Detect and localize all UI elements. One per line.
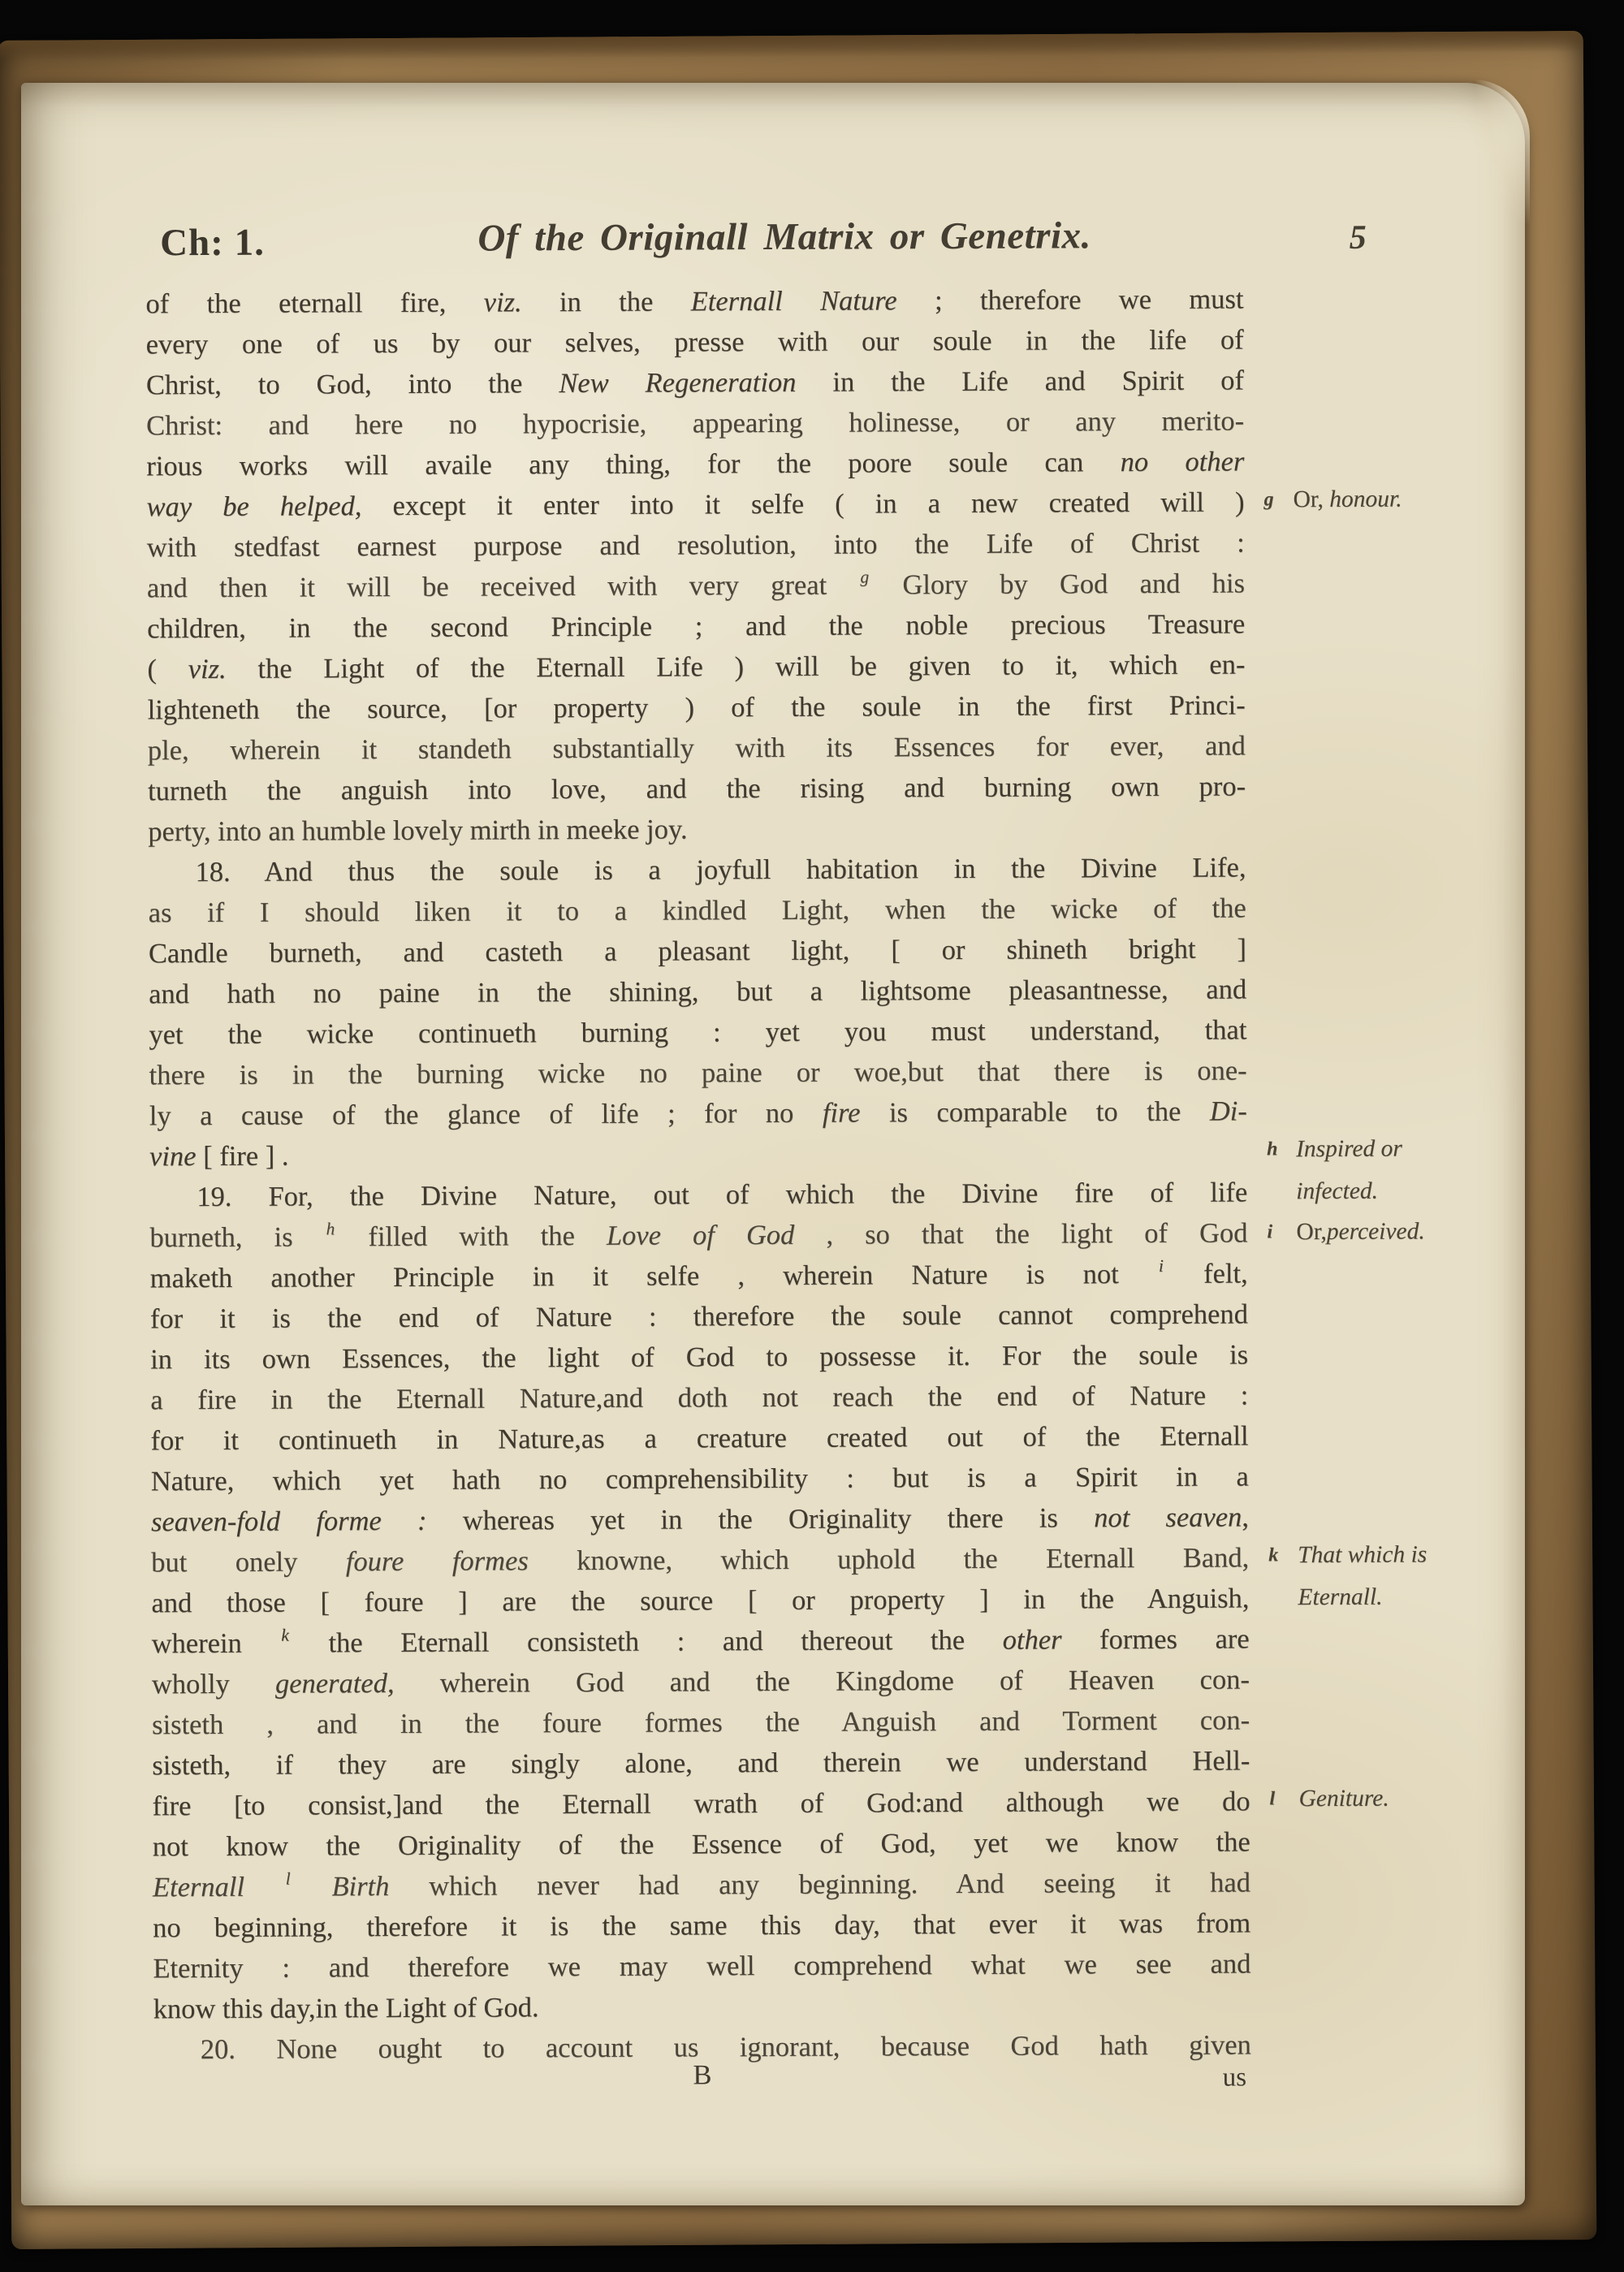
text-line: Eternity : and therefore we may well comprehend what we see and bbox=[153, 1948, 1251, 1985]
text-line: a fire in the Eternall Nature,and doth not reach the end of Nature : bbox=[150, 1380, 1249, 1416]
text-line: not know the Originality of the Essence of God, yet we know the bbox=[152, 1826, 1250, 1863]
text-line: way be helped, except it enter into it selfe ( in a new created will ) bbox=[146, 486, 1245, 523]
text-line: perty, into an humble lovely mirth in meeke joy. bbox=[148, 814, 688, 848]
text-line: Christ: and here no hypocrisie, appearing holinesse, or any merito- bbox=[146, 405, 1245, 442]
signature-row bbox=[153, 2052, 1251, 2097]
text-line: wherein $^k$ the Eternall consisteth : and thereout the other formes are bbox=[151, 1623, 1250, 1660]
note-text: Or, honour. bbox=[1293, 486, 1402, 513]
text-line: no beginning, therefore it is the same this day, that ever it was from bbox=[153, 1907, 1251, 1944]
note-ref-letter: g bbox=[1263, 489, 1274, 511]
text-line: fire [to consist,]and the Eternall wrath of God:and although we do bbox=[152, 1786, 1250, 1822]
text-line: as if I should liken it to a kindled Light, when the wicke of the bbox=[148, 892, 1246, 929]
text-line: for it continueth in Nature,as a creature created out of the Eternall bbox=[150, 1420, 1249, 1457]
body-text bbox=[145, 279, 1251, 2070]
text-line: and then it will be received with very great $^g$ Glory by God and his bbox=[146, 566, 1246, 604]
text-line: sisteth , and in the foure formes the Anguish and Torment con- bbox=[152, 1704, 1250, 1741]
margin-note bbox=[1268, 1533, 1561, 1619]
book-page bbox=[21, 83, 1525, 2205]
note-ref-letter: i bbox=[1267, 1221, 1273, 1243]
note-text: Or,perceived. bbox=[1296, 1218, 1425, 1246]
chapter-label: Ch: 1. bbox=[160, 221, 265, 265]
text-line: Nature, which yet hath no comprehensibility : but is a Spirit in a bbox=[150, 1461, 1249, 1497]
text-line: maketh another Principle in it selfe , wherein Nature is not $^i$ felt, bbox=[149, 1255, 1248, 1294]
note-ref-letter: k bbox=[1268, 1544, 1279, 1566]
text-line: rious works will availe any thing, for the poore soule can no other bbox=[146, 446, 1245, 482]
text-line: but onely foure formes knowne, which uphold the Eternall Band, bbox=[151, 1542, 1250, 1579]
text-line: know this day,in the Light of God. bbox=[153, 1992, 539, 2025]
margin-note bbox=[1267, 1127, 1559, 1213]
note-ref-letter: l bbox=[1269, 1788, 1276, 1810]
text-line: Christ, to God, into the New Regeneration in the Life and Spirit of bbox=[145, 365, 1244, 401]
text-line: children, in the second Principle ; and the noble precious Treasure bbox=[147, 608, 1246, 645]
running-title: Of the Originall Matrix or Genetrix. bbox=[477, 214, 1091, 260]
text-line: ly a cause of the glance of life ; for no fire is comparable to the Di- bbox=[149, 1095, 1247, 1132]
text-line: turneth the anguish into love, and the rising and burning own pro- bbox=[148, 771, 1246, 807]
text-line: ple, wherein it standeth substantially with its Essences for ever, and bbox=[147, 730, 1246, 767]
text-line: yet the wicke continueth burning : yet you must understand, that bbox=[149, 1014, 1247, 1051]
note-text: Geniture. bbox=[1298, 1785, 1389, 1812]
note-text: That which is Eternall. bbox=[1298, 1541, 1427, 1611]
margin-note bbox=[1263, 477, 1556, 521]
page-content bbox=[16, 80, 1529, 2209]
note-text: Inspired or infected. bbox=[1295, 1135, 1402, 1205]
text-line: Eternall $^l$ Birth which never had any beginning. And seeing it had bbox=[152, 1867, 1251, 1903]
note-ref-letter: h bbox=[1266, 1138, 1278, 1160]
text-line: there is in the burning wicke no paine or woe,but that there is one- bbox=[149, 1055, 1247, 1091]
margin-note bbox=[1269, 1777, 1561, 1821]
catchword: us bbox=[1222, 2063, 1247, 2093]
text-line: lighteneth the source, [or property ) of the soule in the first Princi- bbox=[147, 689, 1246, 726]
text-line: Candle burneth, and casteth a pleasant light, [ or shineth bright ] bbox=[148, 933, 1247, 970]
signature-mark: B bbox=[693, 2059, 712, 2091]
text-line: sisteth, if they are singly alone, and therein we understand Hell- bbox=[152, 1745, 1250, 1782]
margin-note bbox=[1267, 1210, 1559, 1254]
text-line: and those [ foure ] are the source [ or property ] in the Anguish, bbox=[151, 1583, 1250, 1619]
text-line: for it is the end of Nature : therefore the soule cannot comprehend bbox=[149, 1298, 1249, 1335]
text-line: every one of us by our selves, presse with our soule in the life of bbox=[145, 324, 1244, 361]
text-line: in its own Essences, the light of God to possesse it. For the soule is bbox=[150, 1339, 1249, 1376]
text-line: ( viz. the Light of the Eternall Life ) will be given to it, which en- bbox=[147, 649, 1246, 685]
text-line: with stedfast earnest purpose and resolution, into the Life of Christ : bbox=[146, 527, 1245, 564]
text-line: and hath no paine in the shining, but a lightsome pleasantnesse, and bbox=[149, 974, 1247, 1010]
text-line: 19. For, the Divine Nature, out of which the Divine fire of life bbox=[197, 1177, 1248, 1213]
text-line: seaven-fold forme : whereas yet in the Originality there is not seaven, bbox=[150, 1501, 1250, 1538]
page-number: 5 bbox=[1349, 218, 1367, 257]
text-line: vine [ fire ] . bbox=[149, 1140, 289, 1173]
text-line: 18. And thus the soule is a joyfull habitation in the Divine Life, bbox=[195, 852, 1246, 888]
text-line: of the eternall fire, viz. in the Eternall Nature ; therefore we must bbox=[145, 283, 1244, 320]
text-line: burneth, is $^h$ filled with the Love of God , so that the light of God bbox=[149, 1217, 1248, 1254]
text-line: wholly generated, wherein God and the Kingdome of Heaven con- bbox=[151, 1664, 1250, 1700]
text-line: 20. None ought to account us ignorant, because God hath given bbox=[200, 2029, 1251, 2066]
